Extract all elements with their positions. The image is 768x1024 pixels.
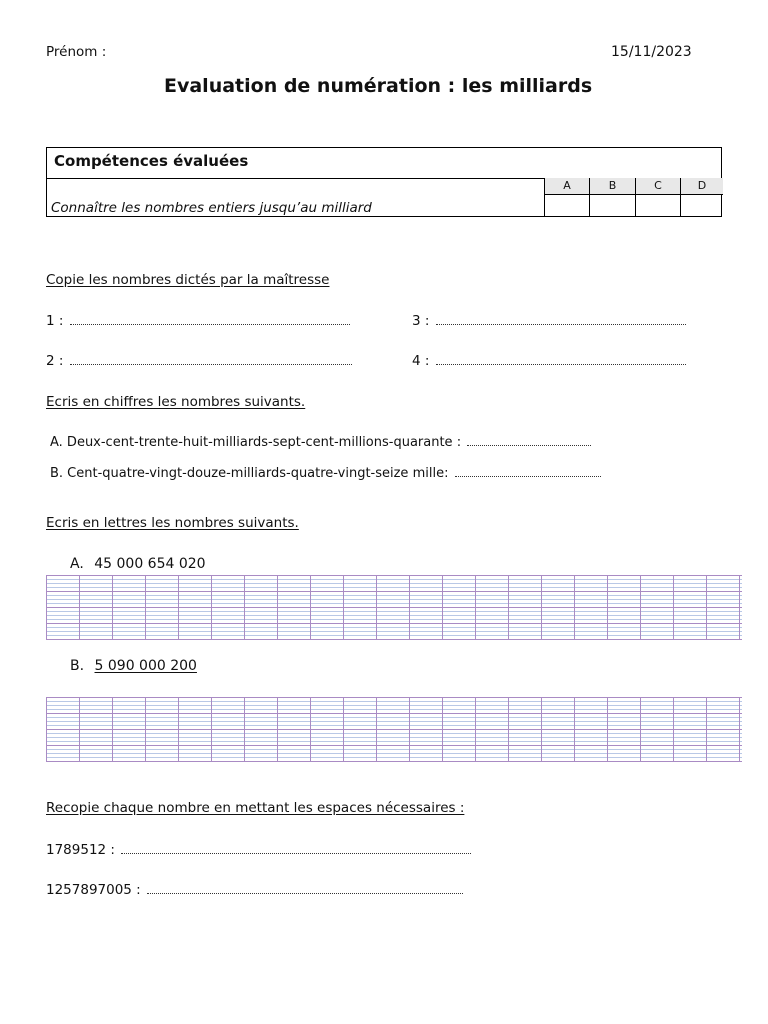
margin-line — [508, 575, 509, 639]
dictation-line-4[interactable] — [412, 353, 686, 369]
margin-line — [739, 697, 740, 761]
ruling-line — [46, 721, 742, 722]
dictation-label: 4 : — [412, 353, 430, 369]
margin-line — [145, 575, 146, 639]
margin-line — [574, 575, 575, 639]
ruling-line — [46, 607, 742, 608]
digits-question-a[interactable] — [50, 435, 591, 450]
ruling-line — [46, 741, 742, 742]
margin-line — [640, 575, 641, 639]
ruling-line — [46, 753, 742, 754]
margin-line — [178, 575, 179, 639]
ruling-line — [46, 635, 742, 636]
digits-question-b[interactable] — [50, 466, 601, 481]
margin-line — [673, 697, 674, 761]
margin-line — [112, 697, 113, 761]
margin-line — [178, 697, 179, 761]
dictation-line-1[interactable] — [46, 313, 350, 329]
margin-line — [376, 697, 377, 761]
words-item-b — [70, 658, 197, 674]
grade-letter: C — [636, 178, 680, 195]
margin-line — [640, 697, 641, 761]
margin-line — [442, 575, 443, 639]
margin-line — [607, 575, 608, 639]
grade-letter: A — [545, 178, 589, 195]
ruling-line — [46, 733, 742, 734]
grade-cell-a[interactable] — [545, 178, 590, 217]
grade-grid — [544, 178, 723, 217]
margin-line — [739, 575, 740, 639]
margin-line — [310, 697, 311, 761]
ruling-line — [46, 615, 742, 616]
ruling-line — [46, 725, 742, 726]
ruling-line — [46, 717, 742, 718]
page-title: Evaluation de numération : les milliards — [164, 75, 593, 97]
date-label: 15/11/2023 — [611, 44, 692, 60]
ruling-line — [46, 579, 742, 580]
question-text: A. Deux-cent-trente-huit-milliards-sept-cent-millions-quarante : — [50, 435, 462, 450]
margin-line — [541, 575, 542, 639]
margin-line — [46, 697, 47, 761]
ruling-line — [46, 737, 742, 738]
answer-dots — [467, 445, 591, 446]
ruling-line — [46, 705, 742, 706]
writing-grid-a[interactable] — [46, 575, 742, 639]
answer-dots — [70, 364, 352, 365]
ruling-line — [46, 599, 742, 600]
dictation-label: 1 : — [46, 313, 64, 329]
ruling-line — [46, 619, 742, 620]
ruling-line — [46, 701, 742, 702]
margin-line — [310, 575, 311, 639]
margin-line — [211, 697, 212, 761]
margin-line — [376, 575, 377, 639]
dictation-line-3[interactable] — [412, 313, 686, 329]
answer-dots — [121, 853, 471, 854]
competences-heading: Compétences évaluées — [54, 152, 249, 170]
margin-line — [244, 697, 245, 761]
ruling-line — [46, 761, 742, 762]
ruling-line — [46, 697, 742, 698]
skill-text: Connaître les nombres entiers jusqu’au milliard — [51, 200, 372, 216]
section3-instruction: Ecris en lettres les nombres suivants. — [46, 515, 299, 531]
answer-dots — [147, 893, 463, 894]
ruling-line — [46, 639, 742, 640]
grade-cell-b[interactable] — [590, 178, 636, 217]
ruling-line — [46, 603, 742, 604]
margin-line — [409, 575, 410, 639]
margin-line — [343, 697, 344, 761]
ruling-line — [46, 623, 742, 624]
margin-line — [508, 697, 509, 761]
margin-line — [112, 575, 113, 639]
dictation-label: 2 : — [46, 353, 64, 369]
margin-line — [607, 697, 608, 761]
margin-line — [79, 575, 80, 639]
dictation-label: 3 : — [412, 313, 430, 329]
ruling-line — [46, 709, 742, 710]
ruling-line — [46, 575, 742, 576]
dictation-line-2[interactable] — [46, 353, 352, 369]
first-name-label: Prénom : — [46, 44, 107, 60]
competences-header-row — [47, 148, 721, 179]
ruling-line — [46, 611, 742, 612]
ruling-line — [46, 745, 742, 746]
margin-line — [277, 697, 278, 761]
grade-cell-d[interactable] — [681, 178, 723, 217]
ruling-line — [46, 595, 742, 596]
ruling-line — [46, 713, 742, 714]
margin-line — [211, 575, 212, 639]
margin-line — [706, 697, 707, 761]
spacing-label: 1789512 : — [46, 842, 115, 858]
spacing-label: 1257897005 : — [46, 882, 141, 898]
ruling-line — [46, 587, 742, 588]
margin-line — [475, 697, 476, 761]
grade-letter: D — [681, 178, 723, 195]
question-text: B. Cent-quatre-vingt-douze-milliards-quatre-vingt-seize mille: — [50, 466, 449, 481]
spacing-line-1[interactable] — [46, 842, 471, 858]
ruling-line — [46, 591, 742, 592]
ruling-line — [46, 729, 742, 730]
margin-line — [343, 575, 344, 639]
answer-dots — [455, 476, 601, 477]
margin-line — [541, 697, 542, 761]
margin-line — [46, 575, 47, 639]
competences-table — [46, 147, 722, 217]
item-letter: A. — [70, 556, 84, 572]
grade-letter: B — [590, 178, 635, 195]
margin-line — [409, 697, 410, 761]
section4-instruction: Recopie chaque nombre en mettant les espaces nécessaires : — [46, 800, 465, 816]
margin-line — [79, 697, 80, 761]
words-item-a — [70, 556, 206, 572]
section2-instruction: Ecris en chiffres les nombres suivants. — [46, 394, 306, 410]
spacing-line-2[interactable] — [46, 882, 463, 898]
writing-grid-b[interactable] — [46, 697, 742, 761]
ruling-line — [46, 631, 742, 632]
section1-instruction: Copie les nombres dictés par la maîtresse — [46, 272, 330, 288]
item-letter: B. — [70, 658, 85, 674]
margin-line — [145, 697, 146, 761]
ruling-line — [46, 627, 742, 628]
ruling-line — [46, 749, 742, 750]
margin-line — [706, 575, 707, 639]
answer-dots — [436, 324, 686, 325]
grade-cell-c[interactable] — [636, 178, 681, 217]
margin-line — [244, 575, 245, 639]
margin-line — [574, 697, 575, 761]
margin-line — [673, 575, 674, 639]
margin-line — [475, 575, 476, 639]
margin-line — [277, 575, 278, 639]
ruling-line — [46, 757, 742, 758]
ruling-line — [46, 583, 742, 584]
margin-line — [442, 697, 443, 761]
item-number: 5 090 000 200 — [94, 658, 197, 674]
item-number: 45 000 654 020 — [94, 556, 206, 572]
answer-dots — [436, 364, 686, 365]
answer-dots — [70, 324, 350, 325]
